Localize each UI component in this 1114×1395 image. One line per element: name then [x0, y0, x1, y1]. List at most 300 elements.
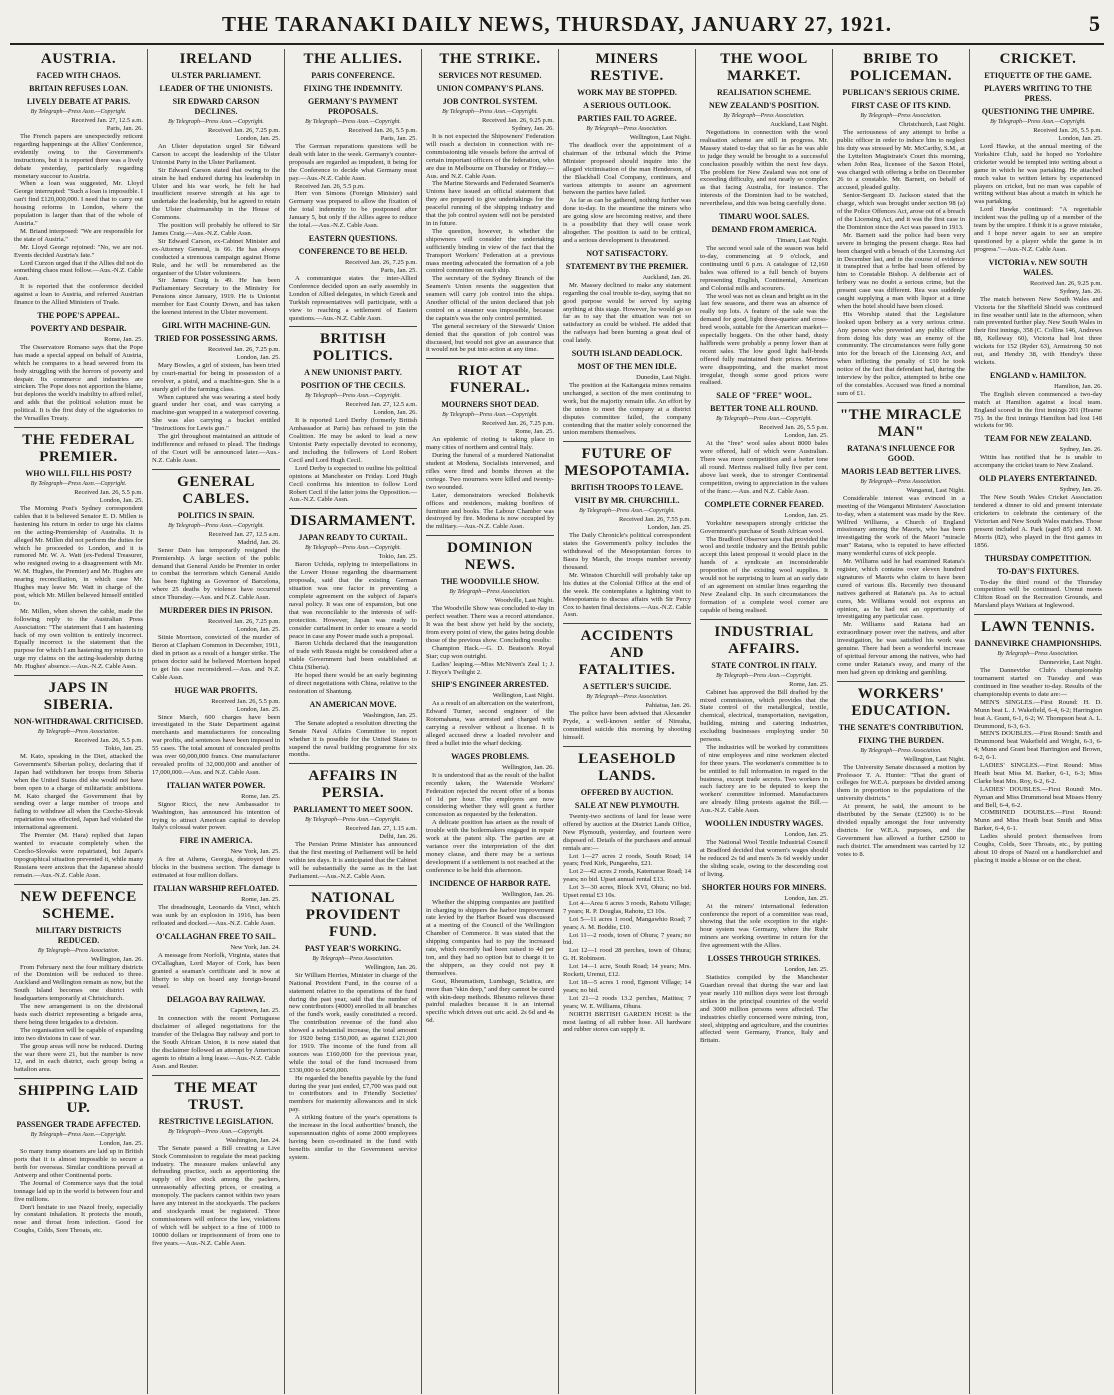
article-subhead: THE POPE'S APPEAL. [37, 310, 120, 320]
section-divider [563, 623, 691, 624]
article-byline: By Telegraph—Press Association. [723, 113, 805, 119]
article-subhead: COMPLETE CORNER FEARED. [704, 499, 824, 509]
article-paragraph: Since March, 600 charges have been investigated in the State Department against merchants and manufacturers for concealing war profits, and sentences have been imposed in 55 cases. The total amount of concealed profits was over 60,000,000 francs. One manufacturer revealed profits of 32,000,000 and another of 17,000,000.—Aus. and N.Z. Cable Assn. [152, 713, 280, 776]
article-subhead: A NEW UNIONIST PARTY. [304, 368, 402, 378]
article-paragraph: MEN'S SINGLES.—First Round: H. D. Munn beat L. J. Wakefield, 6-4, 6-2; Harrington beat A. Grant, 6-1, 6-2; W. Thompson beat A. L. Drummond, 6-3, 6-3. [974, 698, 1102, 730]
article-paragraph: The Daily Chronicle's political correspondent states the Government's policy includes the withdrawal of the Mesopotamian forces to Basra by March, the troops number seventy thousand. [563, 532, 691, 571]
article-subhead: MURDERER DIES IN PRISON. [159, 606, 273, 616]
article-place: Rome, Jan. 25. [515, 428, 554, 436]
article-paragraph: The position at the Kaitangata mines remains unchanged, a section of the men continuing to work, but the majority remain idle. An effort by the union to meet the company at a district disputes committee failed, the company contending that the matter solely concerned the union members themselves. [563, 382, 691, 437]
article-subhead: MILITARY DISTRICTS REDUCED. [35, 925, 122, 945]
article-paragraph: Signor Ricci, the new Ambassador to Washington, has announced his intention of trying to attract American capital to develop Italy's colossal water power. [152, 800, 280, 832]
article [974, 614, 1102, 865]
article-headline: DOMINION NEWS. [447, 540, 533, 574]
article-paragraph: Lot 4—Area 6 acres 3 roods, Rahotu Village; 7 years; R. P. Douglas, Rahotu, £3 10s. [563, 899, 691, 915]
article-subhead: PUBLICAN'S SERIOUS CRIME. [842, 88, 960, 97]
article-place: Wellington, Jan. 26. [90, 955, 143, 963]
article-paragraph: Negotiations in connection with the wool realisation scheme are still in progress. Mr. Massey stated to-day that so far as he was able to judge they would be brought to a successful conclusion possibly within the next few days. The problem for New Zealand was not one of exceeding difficulty, and not nearly so complex as that facing Australia, for instance. The interests of the Dominion had to be watched, nevertheless, and this was being carefully done. [700, 129, 828, 208]
article-subhead: THE SENATE'S CONTRIBUTION. [838, 722, 964, 732]
article-paragraph: The general secretary of the Stewards' Union denied that the question of job control was discussed, but would not give an assurance that it would not be put into action at any time. [426, 322, 554, 354]
article-paragraph: The organisation will be capable of expanding into two divisions in case of war. [14, 1026, 143, 1042]
article-place: Wellington, Last Night. [492, 692, 554, 700]
article-paragraph: Mr. Barnett said the police had been very severe in bringing the present charge. Rea had been charged with a breach of the Licensing Act in December last, and in the course of evidence it transpired that a bribe had been offered by him to Constable Bishop. A deliberate act of bribery was no doubt a serious crime, but the present case was different. Rea was suddenly caught supplying a man with liquor at a time when the hotel should have been closed. [837, 231, 965, 310]
article-byline: By Telegraph—Press Assn.—Copyright. [168, 1128, 264, 1135]
article-paragraph: The New South Wales Cricket Association tendered a dinner to old and present interstate cricketers to celebrate the centenary of the Victorian and New South Wales matches. Those present included A. Park (aged 85) and J. M. Morris (82), who played in the first games in 1856. [974, 494, 1102, 549]
article [289, 763, 417, 881]
section-divider [426, 358, 554, 359]
article-place: London, Jan. 25. [99, 1140, 143, 1148]
article-paragraph: To-day the third round of the Thursday competition will be continued. Urenui meets Clifton Road on the Recreation Grounds, and Marsland plays Waitara at Inglewood. [974, 578, 1102, 610]
article-place: Wellington, Jan. 26. [501, 890, 554, 898]
article-paragraph: A communique states the inter-Allied Conference decided upon an early assembly in London of Allied delegates, in which Greek and Turkish representatives will participate, with a view to reaching a settlement of Eastern questions.—Aus.-N.Z. Cable Assn. [289, 274, 417, 322]
article [700, 883, 828, 950]
article [152, 321, 280, 465]
article-subhead: NOT SATISFACTORY. [586, 248, 668, 258]
article-place: New York, Jan. 24. [230, 943, 280, 951]
article-dateline: Received Jan. 27, 1.15 a.m. [345, 825, 417, 833]
article-paragraph: The Marine Stewards and Federated Seamen's Unions have issued an official statement that they are prepared to give undertakings for the peaceful running of the shipping industry and that the job control system will not be persisted in in future. [426, 180, 554, 227]
article-paragraph: The Bradford Observer says that provided the wool and textile industry and the British public accept this latest proposal it would place in the hands of a syndicate an inconsiderable proportion of the existing wool supplies. It would not be surprising to learn at an early date of an agreement on similar lines regarding the New Zealand clip. In such circumstances the formation of a complete wool corner are capable of being realised. [700, 535, 828, 614]
article-paragraph: The University Senate discussed a motion by Professor T. A. Hunter: "That the grant of colleges for W.E.A. purposes be divided among them in proportion to the populations of the university districts." [837, 763, 965, 803]
article-paragraph: The deadlock over the appointment of a chairman of the tribunal which the Prime Minister proposed should inquire into the alleged victimisation of the man Henderson, of the Blackball Coal Company, continues, and various attempts to assure an agreement between the parties have failed. [563, 142, 691, 197]
masthead [10, 8, 1104, 45]
article-place: Sydney, Jan. 26. [1059, 446, 1102, 454]
article [974, 258, 1102, 367]
article-dateline: Received Jan. 26, 9.25 p.m. [481, 117, 554, 124]
article-paragraph: Mr. Williams said Ratana had an extraordinary power over the natives, and after investigation, he was satisfied his work was genuine. There had been a wonderful increase of spiritual fervour among the natives, who had come under Ratana's sway, and many of the men had given up drinking and gambling. [837, 621, 965, 676]
article-paragraph: At the miners' international federation conference the report of a committee was read, showing that the sole exception to the eight-hour system was Germany, where the Ruhr miners are working overtime in return for the five agreement with the Allies. [700, 902, 828, 950]
article [152, 686, 280, 777]
article-byline: By Telegraph—Press Assn.—Copyright. [30, 1132, 127, 1139]
article-subhead: PARIS CONFERENCE. [311, 71, 395, 80]
article-paragraph: A message from Norfolk, Virginia, states that O'Callaghan, Lord Mayor of Cork, has been granted a seaman's certificate and is now at liberty to ship on board any foreign-bound vessel. [152, 951, 280, 991]
section-divider [426, 535, 554, 536]
article-paragraph: A striking feature of the year's operations is the increase in the local authorities' branch, the superannuation rights of some 2000 employees having been co-ordinated in the fund with benefits similar to the Government service system. [289, 1114, 417, 1161]
article [14, 51, 143, 307]
article [289, 885, 417, 1162]
article-headline: RIOT AT FUNERAL. [449, 363, 531, 397]
article-subhead: VICTORIA v. NEW SOUTH WALES. [988, 257, 1088, 277]
article-paragraph: The seriousness of any attempt to bribe a public officer in order to induce him to neglect his duty was stressed by Mr. McCarthy, S.M., at the Lyttelton Magistrate's Court this morning, when John Rea, licensee of the Saxon Hotel, was charged with offering a bribe on December 26 to a constable. Mr. Barnett, on behalf of accused, pleaded guilty. [837, 129, 965, 192]
article-byline: By Telegraph—Press Association. [37, 729, 120, 736]
article [563, 249, 691, 345]
article-subhead: JOB CONTROL SYSTEM. [442, 97, 538, 106]
article-paragraph: It is reported Lord Derby (formerly British Ambassador at Paris) has refused to join the Coalition. He may be asked to lead a new Unionist Party especially devoted to economy, and including the followers of Lord Robert Cecil and Lord Hugh Cecil. [289, 417, 417, 464]
section-divider [974, 614, 1102, 615]
article-subhead: REALISATION SCHEME. [716, 88, 812, 97]
section-divider [289, 326, 417, 327]
article-subhead: OFFERED BY AUCTION. [580, 787, 674, 797]
article [700, 819, 828, 879]
article-subhead: SALE AT NEW PLYMOUTH. [574, 800, 680, 810]
section-divider [152, 469, 280, 470]
article-subhead: POLITICS IN SPAIN. [177, 510, 255, 520]
article [426, 879, 554, 1026]
article-subhead: AN AMERICAN MOVE. [309, 699, 397, 709]
article-paragraph: The police have been advised that Alexander Pryde, a well-known settler of Nireaha, committed suicide this morning by shooting himself. [563, 710, 691, 742]
article-paragraph: Sir William Herries, Minister in charge of the National Provident Fund, in the course of a statement relative to the operations of the fund during the past year, said that the number of new contributors (4000) enrolled in all branches of the fund's work, easily constituted a record. The contribution revenue of the fund also showed a substantial increase, the total amount for 1920 being £150,000, as against £121,000 for 1919. The income of the fund from all sources was £160,000 for the previous year, while the total of the fund increased from £330,000 to £450,000. [289, 971, 417, 1074]
article-paragraph: His Worship stated that the Legislature looked upon bribery as a very serious crime. Any person who prevented any public officer from doing his duty was an enemy of the community. The circumstances were fully gone into for the breach of the Licensing Act, and when inflicting the penalty of £10 he took notice of the fact that defendant had, during the interview by the police, attempted to bribe one of the constables. Accused was fined a nominal sum of £1. [837, 310, 965, 397]
article-place: Wellington, Last Night. [629, 134, 691, 141]
article [837, 681, 965, 859]
article-byline: By Telegraph—Press Association. [586, 694, 668, 701]
article-subhead: UNION COMPANY'S PLANS. [436, 84, 544, 93]
article-subhead: SHIP'S ENGINEER ARRESTED. [431, 680, 549, 690]
article-paragraph: Lot 14—1 acre, South Road; 14 years; Mrs. Rockett, Urenui, £12. [563, 963, 691, 979]
article-paragraph: Senior-Sergeant D. Jackson stated that the charge, which was brought under section 98 (a) of the Police Offences Act, arose out of a breach of the Licensing Act, and it was the first case in the Dominion since the Act was passed in 1913. [837, 192, 965, 231]
article-paragraph: Ladies' leaping.—Miss McNiven's Zeal 1; J. J. Bryce's Twilight 2. [426, 660, 554, 676]
article [152, 51, 280, 317]
article-place: London, Jan. 25. [236, 626, 280, 634]
article-byline: By Telegraph—Press Association. [37, 947, 120, 954]
article [974, 434, 1102, 470]
article-paragraph: Champion Hack.—G. D. Beatson's Royal Star; cup won outright. [426, 644, 554, 660]
article [700, 212, 828, 387]
article-dateline: Received Jan. 26, 5.5 p.m. [348, 127, 417, 134]
article-paragraph: Lot 5—11 acres 1 rood, Mangawhio Road; 7 years; A. M. Boddie, £10. [563, 915, 691, 931]
article-subhead: TRIED FOR POSSESSING ARMS. [154, 333, 278, 343]
article-subhead: PARTIES FAIL TO AGREE. [577, 114, 677, 123]
article-place: Sydney, Jan. 26. [1059, 287, 1102, 295]
article [837, 402, 965, 677]
article-headline: CRICKET. [999, 51, 1077, 67]
article-subhead: SERVICES NOT RESUMED. [438, 71, 542, 80]
article-subhead: MAORIS LEAD BETTER LIVES. [841, 466, 961, 476]
article [14, 884, 143, 1075]
article-subhead: CONFERENCE TO BE HELD. [298, 246, 408, 256]
article [14, 311, 143, 423]
article-subhead: A SETTLER'S SUICIDE. [582, 682, 672, 692]
article-subhead: EASTERN QUESTIONS. [308, 233, 398, 243]
article-place: Washington, Jan. 24. [225, 1136, 280, 1144]
article-paragraph: From February next the four military districts of the Dominion will be reduced to three. Auckland and Wellington remain as now, but the South Island becomes one district with headquarters temporarily at Christchurch. [14, 963, 143, 1003]
article-dateline: Received Jan. 27, 12.5 a.m. [345, 401, 417, 409]
article-place: London, Jan. 25. [784, 432, 828, 440]
article-subhead: STATE CONTROL IN ITALY. [711, 660, 817, 670]
section-divider [289, 885, 417, 886]
article-place: Woodville, Last Night. [494, 597, 554, 605]
article-paragraph: The new arrangement is on the divisional basis each district representing a brigade area, there being three brigades to a division. [14, 1003, 143, 1026]
article-paragraph: He hoped there would be an early beginning of direct negotiations with China, relative to the restoration of Shantung. [289, 672, 417, 695]
article-paragraph: During the funeral of a murdered Nationalist student at Modena, Socialists intervened, and rifles were fired and bombs thrown at the cortege. Two mourners were killed and twenty-two wounded. [426, 452, 554, 491]
article-paragraph: So many tramp steamers are laid up in British ports that it is almost impossible to secure a berth for overseas. Similar conditions prevail at Antwerp and other Continental ports. [14, 1148, 143, 1179]
news-column [421, 49, 558, 1394]
article-paragraph: In connection with the recent Portuguese disclaimer of alleged negotiations for the transfer of the Delagoa Bay railway and port to the South African Union, it is now stated that the disclaimer followed an attempt by American agents to obtain a long lease.—Aus.-N.Z. Cable Assn. and Reuter. [152, 1015, 280, 1070]
article-subhead: TEAM FOR NEW ZEALAND. [984, 434, 1092, 444]
article-byline: By Telegraph—Press Association. [449, 589, 531, 596]
article-paragraph: Herr von Simons (Foreign Minister) said Germany was prepared to allow the fixation of the total indemnity to be postponed after January 5, but only if the Allies agree to reduce the total.—Aus.-N.Z. Cable Assn. [289, 190, 417, 230]
article [974, 554, 1102, 611]
article-subhead: VISIT BY MR. CHURCHILL. [574, 496, 680, 506]
article-subhead: FIXING THE INDEMNITY. [303, 84, 403, 93]
article-subhead: HUGE WAR PROFITS. [174, 685, 258, 695]
article-byline: By Telegraph—Press Assn.—Copyright. [442, 412, 538, 419]
news-column [832, 49, 969, 1394]
article-subhead: A SERIOUS OUTLOOK. [583, 101, 671, 110]
article-paragraph: The Woodville Show was concluded to-day in perfect weather. There was a record attendance. It was the best show yet held by the society, from every point of view, the gates being double those of the previous show. Concluding results: [426, 605, 554, 644]
article-place: Rome, Jan. 25. [241, 896, 280, 904]
article-paragraph: At present, he said, the amount to be distributed by the Senate (£2500) is to be divided equally amongst the four university districts for W.E.A. purposes, and the Government has allowed a further £2500 to each district. The amendment was carried by 12 votes to 8. [837, 803, 965, 858]
article-headline: MINERS RESTIVE. [590, 51, 664, 84]
article-byline: By Telegraph—Press Assn.—Copyright. [716, 416, 812, 423]
article-place: Pahiatua, Jan. 26. [645, 702, 691, 710]
article [426, 51, 554, 354]
article-paragraph: The Osservatore Romano says that the Pope has made a special appeal on behalf of Austria, which he compares to a head severed from its body struggling with the horrors of poverty and despair. Its commerce and industries are stricken. The Pope does not apportion the blame, but deplores the world's inability to afford relief, and adds that the political solution must be political. It is the first duty of the signatories to the Versailles Treaty. [14, 343, 143, 423]
article [700, 954, 828, 1045]
section-divider [152, 1075, 280, 1076]
article-place: Hamilton, Jan. 26. [1054, 382, 1102, 390]
article-byline: By Telegraph—Press Assn.—Copyright. [30, 481, 127, 487]
article-subhead: JAPAN READY TO CURTAIL. [298, 533, 408, 543]
article-paragraph: Baron Uchida, replying to interpellations in the Lower House regarding the disarmament proposals, said that the existing German situation was one factor in preventing a complete agreement on the subject of Japan's naval policy. It was one of expansion, but one that was reconcilable to the interests of self-protection. However, Japan was ready to consider curtailment in order to ensure a world peace in case any Power made such a proposal. [289, 561, 417, 640]
article [152, 781, 280, 833]
article-headline: BRITISH POLITICS. [313, 331, 393, 365]
article-paragraph: Ladies should protect themselves from Coughs, Colds, Sore Throats, etc., by putting about 10 drops of Nazol on a handkerchief and placing it inside a blouse or on the chest. [974, 833, 1102, 864]
article-subhead: FACED WITH CHAOS. [36, 71, 121, 80]
article-place: Auckland, Last Night. [770, 121, 828, 128]
article [152, 884, 280, 928]
article-paragraph: Baron Uchida declared that the inauguration of trade with Russia might be considered after a stable Government had been established at Chita (Siberia). [289, 640, 417, 672]
article-headline: THE WOOL MARKET. [720, 51, 808, 84]
article-subhead: BRITAIN REFUSES LOAN. [29, 84, 128, 93]
article-paragraph: The Premier (M. Hara) replied that Japan wanted to evacuate completely when the Czecho-Slovaks were repatriated, but Japan's topographical situation prevented it, while many Russians were anxious that the Japanese should remain.—Aus.-N.Z. Cable Assn. [14, 832, 143, 879]
article [289, 508, 417, 695]
article-dateline: Received Jan. 26, 7.25 p.m. [207, 618, 280, 626]
article-headline: THE ALLIES. [303, 51, 403, 67]
article-place: New York, Jan. 25. [230, 848, 280, 856]
article-byline: By Telegraph—Press Association. [586, 126, 668, 132]
article-subhead: POSITION OF THE CECILS. [300, 381, 406, 391]
article-paragraph: It is reported that the conference decided against a loan to Austria, and referred Austrian finance to the Allied Ministers of Trade. [14, 283, 143, 307]
article-paragraph: Whether the shipping companies are justified in charging to shippers the harbor improvement rate levied by the Harbor Board was discussed at a meeting of the Council of the Wellington Chamber of Commerce. It was stated that the shipping companies had to pay the increased rate, which recently had been raised to 4d per ton, and they had no option but to charge it to the shippers, as they could not pay it themselves. [426, 898, 554, 977]
article-paragraph: Sir Edward Carson stated that owing to the strain he had endured during his leadership in Ulster and his war work, he felt he had insufficient reserve strength at his age to undertake the leadership, but he agreed to retain the Ulster chairmanship in the House of Commons. [152, 166, 280, 222]
article-place: Tokio, Jan. 25. [378, 553, 417, 561]
article-paragraph: The Senate passed a Bill creating a Live Stock Commission to regulate the meat packing industry. The measure makes unlawful any defrauding practice, such as apportioning the supply of live stock among the packers, unreasonably affecting prices, or creating a monopoly. The packers cannot within two years have any interest in the stockyards. The packers and stockyards must be registered. Three commissioners will enforce the law, violations of which will be subject to a fine of 1000 to 10000 dollars or imprisonment of from one to five years.—Aus.-N.Z. Cable Assn. [152, 1144, 280, 1247]
article-headline: JAPS IN SIBERIA. [43, 680, 114, 714]
article-place: Rome, Jan. 25. [789, 680, 828, 688]
section-divider [14, 1078, 143, 1079]
article [700, 391, 828, 495]
article-subhead: THE WOODVILLE SHOW. [440, 577, 540, 587]
article-byline: By Telegraph—Press Association. [312, 955, 394, 962]
article-paragraph: Lord Hawke continued: "A regrettable incident was the pulling up of a member of the team by the umpire. I think it is a grave mistake, and I hope never again to see an umpire questioned by a player while the game is in progress."—Aus.-N.Z. Cable Assn. [974, 206, 1102, 253]
article [700, 619, 828, 816]
article-paragraph: The second wool sale of the season was held to-day, commencing at 9 o'clock, and continuing until 6 p.m. A catalogue of 12,160 bales was offered to a full bench of buyers representing English, Continental, American and Colonial mills and scourers. [700, 245, 828, 292]
article [974, 51, 1102, 254]
article-paragraph: The industries will be worked by committees of nine employees and nine workmen elected for three years. The workmen's committee is to be entitled to full information in regard to the business, except trade secrets. Two workers in each factory are to be deputed to keep the workers' committee informed. Manufacturers are already filing protests against the Bill.—Aus.-N.Z. Cable Assn. [700, 743, 828, 815]
article-subhead: PASSENGER TRADE AFFECTED. [16, 1120, 141, 1130]
article-place: Wellington, Jan. 26. [501, 763, 554, 771]
article-paragraph: Lord Derby is expected to outline his political opinions at Manchester on Friday. Lord Hugh Cecil confirms his intention to follow Lord Robert Cecil if the latter joins the Opposition.—Aus.-N.Z. Cable Assn. [289, 464, 417, 504]
article [700, 500, 828, 615]
section-divider [837, 681, 965, 682]
article-paragraph: Lord Curzon urged that if the Allies did not do something chaos must follow.—Aus.-N.Z. Cable Assn. [14, 259, 143, 283]
article-paragraph: Mary Bowles, a girl of sixteen, has been tried by court-martial for being in possession of a revolver, a pistol, and a machine-gun. She is a sturdy girl of the farming class. [152, 361, 280, 393]
article-subhead: ETIQUETTE OF THE GAME. [984, 71, 1092, 80]
article-headline: BRIBE TO POLICEMAN. [849, 51, 953, 84]
article-paragraph: An Ulster deputation urged Sir Edward Carson to accept the leadership of the Ulster Unionist Party in the Ulster Parliament. [152, 143, 280, 166]
article-paragraph: Don't hesitate to use Nazol freely, especially by constant inhalation. It protects the mouth, nose and throat from infection. Good for Coughs, Colds, Sore Throats, etc. [14, 1203, 143, 1235]
article-subhead: QUESTIONING THE UMPIRE. [981, 107, 1095, 116]
section-divider [563, 746, 691, 747]
article-paragraph: The question, however, is whether the shipowners will consider the undertaking sufficiently binding in view of the fact that the Transport Workers' Federation at a previous mass meeting advocated the formation of a job control committee on each ship. [426, 227, 554, 275]
article-subhead: SOUTH ISLAND DEADLOCK. [571, 349, 683, 359]
article-byline: By Telegraph—Press Assn.—Copyright. [305, 119, 401, 125]
page-number: 5 [1088, 11, 1100, 36]
article-byline: By Telegraph—Press Assn.—Copyright. [305, 545, 401, 552]
masthead-title: THE TARANAKI DAILY NEWS, THURSDAY, JANUARY 27, 1921. [222, 11, 892, 36]
news-column [558, 49, 695, 1394]
article-paragraph: Mr. Millen, when shown the cable, made the following reply to the Australian Press Association: "The statement that I am hastening back of my own volition is entirely incorrect. Equally incorrect is the statement that the purpose for which I am hastening my return is to urge my claims on the acting-leadership during Mr. Hughes' absence.—Aus.-N.Z. Cable Assn. [14, 607, 143, 671]
article-paragraph: An epidemic of rioting is taking place in many cities of northern and central Italy. [426, 436, 554, 452]
article-subhead: DELAGOA BAY RAILWAY. [166, 995, 266, 1005]
article-subhead: POVERTY AND DESPAIR. [30, 323, 127, 333]
article-place: Sydney, Jan. 26. [1059, 486, 1102, 494]
article-paragraph: Gout, Rheumatism, Lumbago, Sciatica, are more than "skin deep," and they cannot be cured with skin-deep methods. Rheumo relieves these painful maladies because it is an internal specific which drives out uric acid. 2s 6d and 4s 6d. [426, 977, 554, 1025]
article-place: Wanganui, Last Night. [906, 486, 965, 494]
article-dateline: Received Jan. 26, 5.5 p.m. [759, 424, 828, 432]
article [974, 474, 1102, 549]
article-dateline: Received Jan. 26, 7.25 p.m. [481, 420, 554, 428]
article-paragraph: Wittin has notified that he is unable to accompany the cricket team to New Zealand. [974, 454, 1102, 470]
article [152, 836, 280, 880]
article-paragraph: M. Kato, speaking in the Diet, attacked the Government's Siberian policy, declaring that if Japan had withdrawn her troops from Siberia when the United States did she would not have been open to a charge of militaristic ambitions. M. Kato charged the Government that by sending over a large number of troops and failing to withdraw all when the Czecho-Slovak repatriation was effected, Japan had violated the international agreement. [14, 753, 143, 832]
news-column [969, 49, 1106, 1394]
article-paragraph: Twenty-two sections of land for lease were offered by auction at the District Lands Office, New Plymouth, yesterday, and fourteen were disposed of. Details of the purchases and annual rentals are:— [563, 812, 691, 852]
article-place: Rome, Jan. 25. [104, 335, 143, 343]
article-paragraph: It is not expected the Shipowners' Federation will reach a decision in connection with re-commissioning idle vessels before the arrival of certain important officers of the federation, who are due in Melbourne on Thursday or Friday.—Aus. and N.Z. Cable Assn. [426, 133, 554, 180]
article-paragraph: Yorkshire newspapers strongly criticise the Government's purchase of South African wool. [700, 519, 828, 535]
article-dateline: Received Jan. 26, 5.5 p.m. [211, 697, 280, 705]
article-paragraph: Considerable interest was evinced in a meeting of the Wanganui Ministers' Association to-day, when a statement was made by the Rev. Wilfred Williams, a Church of England missionary among the Maoris, who has been investigating the work of the Maori "miracle man" Ratana, who is reputed to have effected many wonderful cures of sick people. [837, 494, 965, 558]
article-dateline: Received Jan. 26, 5.5 p.m. [1033, 127, 1102, 134]
article-headline: ACCIDENTS AND FATALITIES. [578, 628, 676, 679]
article-place: Capetown, Jan. 25. [230, 1007, 280, 1015]
article [426, 358, 554, 531]
article-paragraph: Mr. Lloyd George rejoined: "No, we are not. Events decided Austria's fate." [14, 243, 143, 259]
article-place: London, Jan. 25. [784, 894, 828, 902]
article-paragraph: Sir James Craig is 49. He has been Parliamentary Secretary to the Ministry for Pensions since January, 1919. He is Unionist member for East County Down, and has taken the keenest interest in the Ulster movement. [152, 277, 280, 317]
article-subhead: BRITISH TROOPS TO LEAVE. [571, 483, 683, 493]
article-headline: IRELAND [179, 51, 253, 67]
news-column [284, 49, 421, 1394]
article [700, 51, 828, 208]
article-byline: By Telegraph—Press Assn.—Copyright. [30, 109, 127, 115]
article-paragraph: The National Wool Textile Industrial Council at Bradford decided that women's wages should be reduced 2s 6d and men's 3s 6d weekly under the sliding scale, owing to the descending cost of living. [700, 839, 828, 878]
article-byline: By Telegraph—Press Assn.—Copyright. [305, 393, 401, 400]
article-subhead: NON-WITHDRAWAL CRITICISED. [14, 717, 143, 727]
article-paragraph: Lot 2—42 acres 2 roods, Katemarae Road; 14 years; no bid. Upset annual rental £13. [563, 868, 691, 884]
article-byline: By Telegraph—Press Assn.—Copyright. [168, 119, 264, 125]
article [152, 606, 280, 681]
article-place: Sydney, Jan. 26. [511, 125, 554, 132]
article-paragraph: Lot 3—30 acres, Block XVI, Ohura; no bid. Upset rental £3 10s. [563, 884, 691, 900]
article-paragraph: The group areas will now be reduced. During the war there were 21, but the number is now 12, and in each district, each group being a battalion area. [14, 1042, 143, 1074]
article [152, 995, 280, 1070]
article-subhead: RATANA'S INFLUENCE FOR GOOD. [847, 443, 955, 463]
article-place: Wellington, Jan. 26. [364, 963, 417, 971]
article-paragraph: Statistics compiled by the Manchester Guardian reveal that during the war and last year nearly 110 million days were lost through strikes in the principal countries of the world and 3000 million persons were affected. The industries chiefly concerned were mining, iron, steel, shipping and agriculture, and the countries affected were Germany, France, Italy and Britain. [700, 974, 828, 1045]
article-subhead: LIVELY DEBATE AT PARIS. [26, 97, 131, 106]
article-paragraph: Lot 1—27 acres 2 roods, South Road; 14 years; Fred Kirk, Pungarehu, £21. [563, 852, 691, 868]
section-divider [289, 508, 417, 509]
article [974, 371, 1102, 431]
article [563, 623, 691, 742]
article-byline: By Telegraph—Press Assn.—Copyright. [990, 119, 1086, 125]
article-paragraph: Lot 12—1 rood 28 perches, town of Ohura; G. H. Robinson. [563, 947, 691, 963]
article-subhead: WOOLLEN INDUSTRY WAGES. [704, 819, 824, 829]
article [152, 469, 280, 602]
article [289, 326, 417, 504]
article-subhead: NEW ZEALAND'S POSITION. [709, 101, 819, 110]
article-paragraph: At the "free" wool sales about 8000 bales were offered, half of which were Australian. There was more competition and a better tone all round. Merinos realised fully five per cent. above last week, due to stronger Continental competition, owing to appreciation in the values of the franc.—Aus. and N.Z. Cable Assn. [700, 440, 828, 495]
article-dateline: Received Jan. 26, 7.55 p.m. [618, 516, 691, 524]
article-headline: FUTURE OF MESOPOTAMIA. [564, 446, 690, 480]
article [14, 1078, 143, 1235]
article-place: Auckland, Jan. 26. [642, 273, 691, 281]
article-paragraph: COMBINED DOUBLES.—First Round: Munn and Miss Heath beat Smith and Miss Barker, 6-4, 6-1. [974, 809, 1102, 833]
article [14, 427, 143, 671]
article-paragraph: The girl throughout maintained an attitude of indifference and refused to plead. The findings of the Court will be announced later.—Aus.-N.Z. Cable Assn. [152, 433, 280, 464]
article [563, 349, 691, 437]
article-paragraph: When captured she was wearing a steel body guard under her coat, and was carrying a machine-gun wrapped in a waterproof covering. She was also carrying a bucket entitled "Instructions for Lewis gun." [152, 393, 280, 433]
article-subhead: FIRST CASE OF ITS KIND. [851, 101, 951, 110]
section-divider [700, 619, 828, 620]
article-paragraph: The German reparations questions will be dealt with later in the week. Germany's counter-proposals are regarded as impudent, it being for the Conference to decide what Germany must pay.—Aus.-N.Z. Cable Assn. [289, 143, 417, 182]
article-subhead: BETTER TONE ALL ROUND. [710, 404, 818, 414]
article-paragraph: Lot 21—2 roods 13.2 perches, Matitea; 7 years; W. E. Williams, Ohura. [563, 994, 691, 1010]
article-paragraph: Mr. Williams said he had examined Ratana's register, which contains over eleven hundred signatures of Maoris who claim to have been cured of various ills. Recently two thousand natives gathered at Ratana's pa. As to actual cures, Mr. Williams would not express an opinion, as he had not an opportunity of investigating any particular case. [837, 558, 965, 621]
article-paragraph: LADIES' SINGLES.—First Round: Miss Heath beat Miss M. Barker, 6-1, 6-3; Miss Clarke beat Mrs. Roy, 6-2, 6-2. [974, 762, 1102, 785]
article-paragraph: As a result of an altercation on the waterfront, Edward Turner, second engineer of the Rotomahana, was arrested and charged with carrying a revolver without a license. It is alleged accused drew a loaded revolver and fired a bullet into the wharf decking. [426, 700, 554, 747]
article-paragraph: It is understood that as the result of the ballot recently taken, the Waterside Workers' Federation rejected the recent offer of a bonus of 1d per hour. The employers are now considering whether they will grant a further concession as requested by the federation. [426, 771, 554, 819]
article-place: London, Jan. 25. [236, 135, 280, 142]
article-subhead: INCIDENCE OF HARBOR RATE. [429, 878, 551, 888]
article-place: Dunedin, Last Night. [636, 374, 691, 382]
article-paragraph: The Dannevirke Club's championship tournament started on Tuesday and was continued in fine weather to-day. Results of the championship events to date are:— [974, 667, 1102, 698]
article-paragraph: Sir Edward Carson, ex-Cabinet Minister and ex-Attorney General, is 66. He has always conducted a strenuous campaign against Home Rule, and he will be remembered as the organiser of the Ulster volunteers. [152, 237, 280, 277]
article-place: London, Jan. 25. [647, 524, 691, 532]
article-dateline: Received Jan. 27, 12.5 a.m. [208, 530, 280, 538]
article-paragraph: LADIES' DOUBLES.—First Round: Mrs. Nyman and Miss Drummond beat Misses Henry and Bell, 6-4, 6-2. [974, 785, 1102, 809]
article-subhead: FIXING THE BURDEN. [858, 735, 944, 745]
article-headline: DISARMAMENT. [290, 513, 416, 530]
article-subhead: TO-DAY'S FIXTURES. [997, 566, 1079, 576]
article-paragraph: Lot 18—5 acres 1 rood, Egmont Village; 14 years; no bid. [563, 979, 691, 994]
article-place: London, Jan. 25. [784, 511, 828, 519]
article [14, 675, 143, 880]
article-subhead: PLAYERS WRITING TO THE PRESS. [984, 84, 1092, 103]
article-paragraph: Mr. Winston Churchill will probably take up his duties at the Colonial Office at the end of the week. He contemplates a lightning visit to Mesopotamia to discuss affairs with Sir Percy Cox to hasten final decisions.—Aus.-N.Z. Cable Assn. [563, 571, 692, 619]
article-subhead: PAST YEAR'S WORKING. [305, 943, 401, 953]
article-subhead: SIR EDWARD CARSON DECLINES. [172, 97, 260, 116]
article [837, 51, 965, 398]
article-place: London, Jan. 25. [236, 353, 280, 361]
section-divider [289, 763, 417, 764]
article-place: London, Jan. 26. [373, 409, 417, 417]
article-place: Christchurch, Last Night. [898, 121, 965, 128]
article-paragraph: As far as can be gathered, nothing further was done to-day. In the meantime the miners who are going slow are becoming restive, and there is a possibility that they will cease work altogether. The position is said to be critical, and a serious development is threatened. [563, 197, 691, 244]
article-paragraph: The Journal of Commerce says that the total tonnage laid up in the world is between four and five millions. [14, 1179, 143, 1203]
article-subhead: SHORTER HOURS FOR MINERS. [701, 882, 827, 892]
article-place: Dannevirke, Last Night. [1039, 659, 1102, 667]
article-headline: INDUSTRIAL AFFAIRS. [714, 623, 814, 657]
article-paragraph: Stinie Morrison, convicted of the murder of Beron at Clapham Common in December, 1911, died in prison as a result of a hunger strike. The prison doctor said he believed Morrison hoped to get his case reconsidered.—Aus. and N.Z. Cable Assn. [152, 634, 280, 681]
article-dateline: Received Jan. 26, 5.5 p.m. [74, 737, 143, 745]
article [563, 51, 691, 245]
article-subhead: O'CALLAGHAN FREE TO SAIL. [156, 931, 276, 941]
article-paragraph: MEN'S DOUBLES.—First Round: Smith and Drummond beat Wakefield and Wright, 6-3, 6-4; Munn and Grant beat Harrington and Brown, 6-2, 6-1. [974, 730, 1102, 762]
